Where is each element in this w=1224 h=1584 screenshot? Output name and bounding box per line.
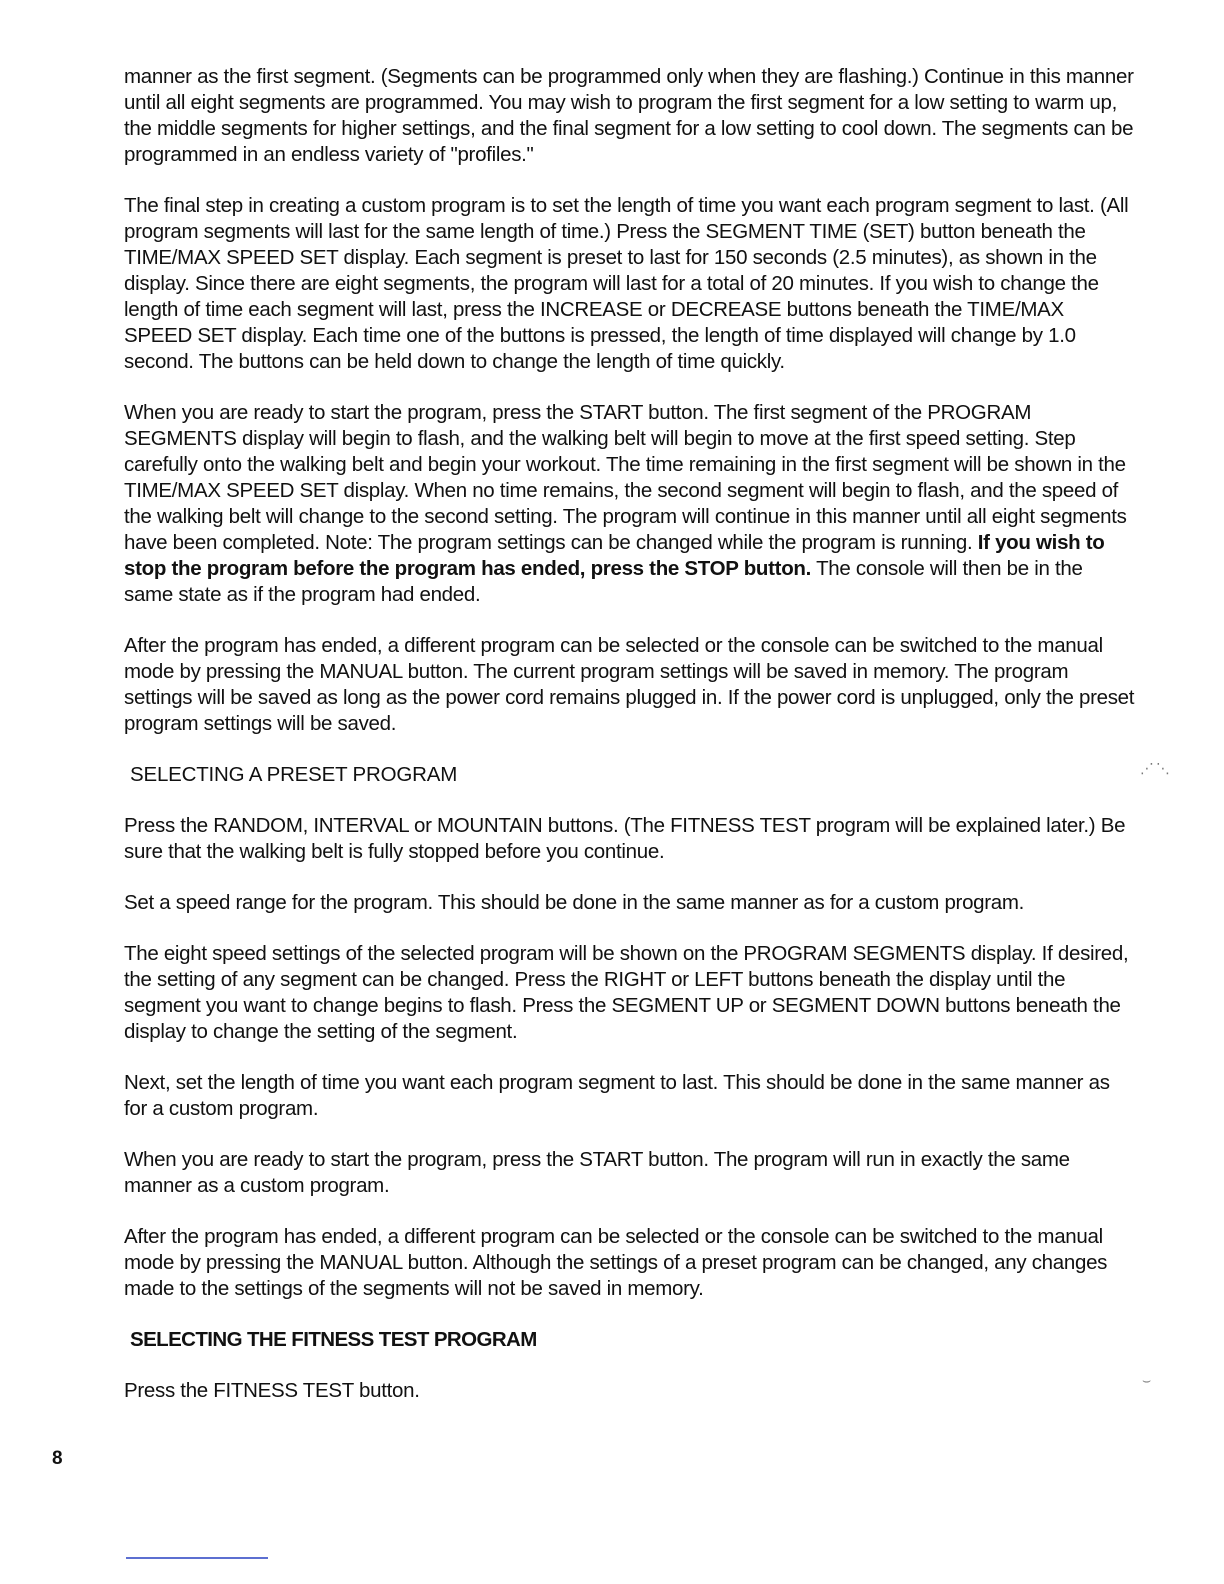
paragraph-start-preset-program: When you are ready to start the program, press the START button. The program will run in exactly the same manner as a custom program. <box>124 1148 1070 1197</box>
stop-program-warning: If you wish to stop the program before the program has ended, press the STOP button. <box>124 531 1105 580</box>
paragraph-segment-time: The final step in creating a custom program is to set the length of time you want each program segment to last. (All program segments will last for the same length of time.) Press the SEGMENT TIME (SET) button beneath the TIME/MAX SPEED SET display. Each segment is preset to last for 150 seconds (2.5 minutes), as shown in the display. Since there are eight segments, the program will last for a total of 20 minutes. If you wish to change the length of time each segment will last, press the INCREASE or DECREASE buttons beneath the TIME/MAX SPEED SET display. Each time one of the buttons is pressed, the length of time displayed will change by 1.0 second. The buttons can be held down to change the length of time quickly. <box>124 194 1129 373</box>
paragraph-segment-programming: manner as the first segment. (Segments can be programmed only when they are flashing.) Continue in this manner until all eight segments are programmed. You may wish to program the first segment for a low setting to warm up, the middle segments for higher settings, and the final segment for a low setting to cool down. The segments can be programmed in an endless variety of "profiles." <box>124 65 1134 166</box>
scan-speck: ⋰⋱ <box>1140 760 1172 776</box>
page-number: 8 <box>52 1448 63 1469</box>
paragraph-set-segment-length: Next, set the length of time you want each program segment to last. This should be done in the same manner as for a custom program. <box>124 1071 1110 1120</box>
paragraph-press-preset-buttons: Press the RANDOM, INTERVAL or MOUNTAIN buttons. (The FITNESS TEST program will be explained later.) Be sure that the walking belt is fully stopped before you continue. <box>124 814 1126 863</box>
scan-speck: ⌣ <box>1142 1372 1154 1388</box>
paragraph-press-fitness-test: Press the FITNESS TEST button. <box>124 1379 420 1402</box>
footer-rule <box>126 1557 268 1559</box>
heading-selecting-fitness-test: SELECTING THE FITNESS TEST PROGRAM <box>130 1328 537 1351</box>
paragraph-eight-speed-settings: The eight speed settings of the selected program will be shown on the PROGRAM SEGMENTS display. If desired, the setting of any segment can be changed. Press the RIGHT or LEFT buttons beneath the display until the segment you want to change begins to flash. Press the SEGMENT UP or SEGMENT DOWN buttons beneath the display to change the setting of the segment. <box>124 942 1129 1043</box>
start-program-text: When you are ready to start the program, press the START button. The first segment of the PROGRAM SEGMENTS display will begin to flash, and the walking belt will begin to move at the first speed setting. Step carefully onto the walking belt and begin your workout. The time remaining in the first segment will be shown in the TIME/MAX SPEED SET display. When no time remains, the second segment will begin to flash, and the speed of the walking belt will change to the second setting. The program will continue in this manner until all eight segments have been completed. Note: The program settings can be changed while the program is running. <box>124 401 1127 554</box>
paragraph-set-speed-range: Set a speed range for the program. This should be done in the same manner as for a custom program. <box>124 891 1025 914</box>
start-program-text-end: The console will then be in the same state as if the program had ended. <box>124 557 1083 606</box>
paragraph-after-preset-program: After the program has ended, a different program can be selected or the console can be switched to the manual mode by pressing the MANUAL button. Although the settings of a preset program can be changed, any changes made to the settings of the segments will not be saved in memory. <box>124 1225 1108 1300</box>
heading-selecting-preset-program: SELECTING A PRESET PROGRAM <box>130 763 458 786</box>
paragraph-after-custom-program: After the program has ended, a different program can be selected or the console can be switched to the manual mode by pressing the MANUAL button. The current program settings will be saved in memory. The program settings will be saved as long as the power cord remains plugged in. If the power cord is unplugged, only the preset program settings will be saved. <box>124 634 1135 735</box>
page-content <box>124 64 1136 1429</box>
paragraph-start-program <box>124 400 1136 608</box>
